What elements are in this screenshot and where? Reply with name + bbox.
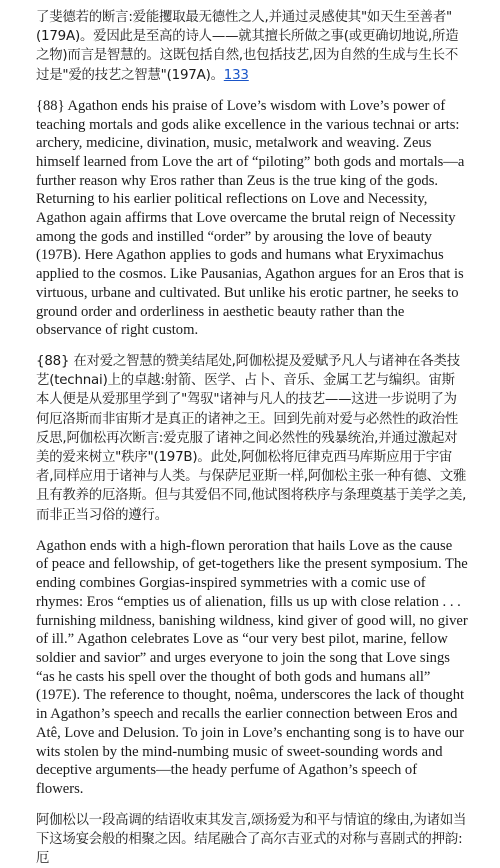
footnote-link-133[interactable]: 133 (223, 67, 249, 83)
chinese-paragraph-1 (36, 8, 468, 85)
chinese-paragraph-88: {88} 在对爱之智慧的赞美结尾处,阿伽松提及爱赋予凡人与诸神在各类技艺(technai)上的卓越:射箭、医学、占卜、音乐、金属工艺与编织。宙斯本人便是从爱那里学到了"驾驭"诸神与凡人的技艺——这进一步说明了为何厄洛斯而非宙斯才是真正的诸神之王。回到先前对爱与必然性的政治性反思,阿伽松再次断言:爱克服了诸神之间必然性的残暴统治,并通过激起对美的爱来树立"秩序"(197B)。此处,阿伽松将厄律克西马库斯应用于宇宙者,同样应用于诸神与人类。与保萨尼亚斯一样,阿伽松主张一种有德、文雅且有教养的厄洛斯。但与其爱侣不同,他试图将秩序与条理奠基于美学之美,而非正当习俗的遵行。 (36, 353, 467, 523)
english-paragraph-88: {88} Agathon ends his praise of Love’s wisdom with Love’s power of teaching mortals and gods alike excellence in the various technai or arts: archery, medicine, divination, music, metalwork and weaving. Zeus himself learned from Love the art of “piloting” both gods and mortals—a further reason why Eros rather than Zeus is the true king of the gods. Returning to his earlier political reflections on Love and Necessity, Agathon again affirms that Love overcame the brutal reign of Necessity among the gods and instilled “order” by arousing the love of beauty (197B). Here Agathon applies to gods and humans what Eryximachus applied to the cosmos. Like Pausanias, Agathon argues for an Eros that is virtuous, urbane and cultivated. But unlike his erotic partner, he seeks to ground order and orderliness in aesthetic beauty rather than the observance of right custom. (36, 97, 465, 339)
chinese-paragraph-1-text: 了斐德若的断言:爱能攫取最无德性之人,并通过灵感使其"如天生至善者"(179A)。爱因此是至高的诗人——就其擅长所做之事(或更确切地说,所造之物)而言是智慧的。这既包括自然,也包括技艺,因为自然的生成与生长不过是"爱的技艺之智慧"(197A)。 (36, 10, 459, 83)
chinese-paragraph-peroration: 阿伽松以一段高调的结语收束其发言,颂扬爱为和平与情谊的缘由,为诸如当下这场宴会般的相聚之因。结尾融合了高尔吉亚式的对称与喜剧式的押韵:厄 (36, 812, 467, 867)
english-paragraph-peroration: Agathon ends with a high-flown peroration that hails Love as the cause of peace and fellowship, of get-togethers like the present symposium. The ending combines Gorgias-inspired symmetries with a comic use of rhymes: Eros “empties us of alienation, fills us up with close relation . . . furnishing mildness, banishing wildness, kind giver of good will, no giver of ill.” Agathon celebrates Love as “our very best pilot, marine, fellow soldier and savior” and urges everyone to join the song that Love sings “as he casts his spell over the thought of both gods and humans all” (197E). The reference to thought, noêma, underscores the lack of thought in Agathon’s speech and recalls the earlier connection between Eros and Atê, Love and Delusion. To join in Love’s enchanting song is to have our wits stolen by the mind-numbing music of sweet-sounding words and deceptive arguments—the heady perfume of Agathon’s speech of flowers. (36, 537, 468, 797)
